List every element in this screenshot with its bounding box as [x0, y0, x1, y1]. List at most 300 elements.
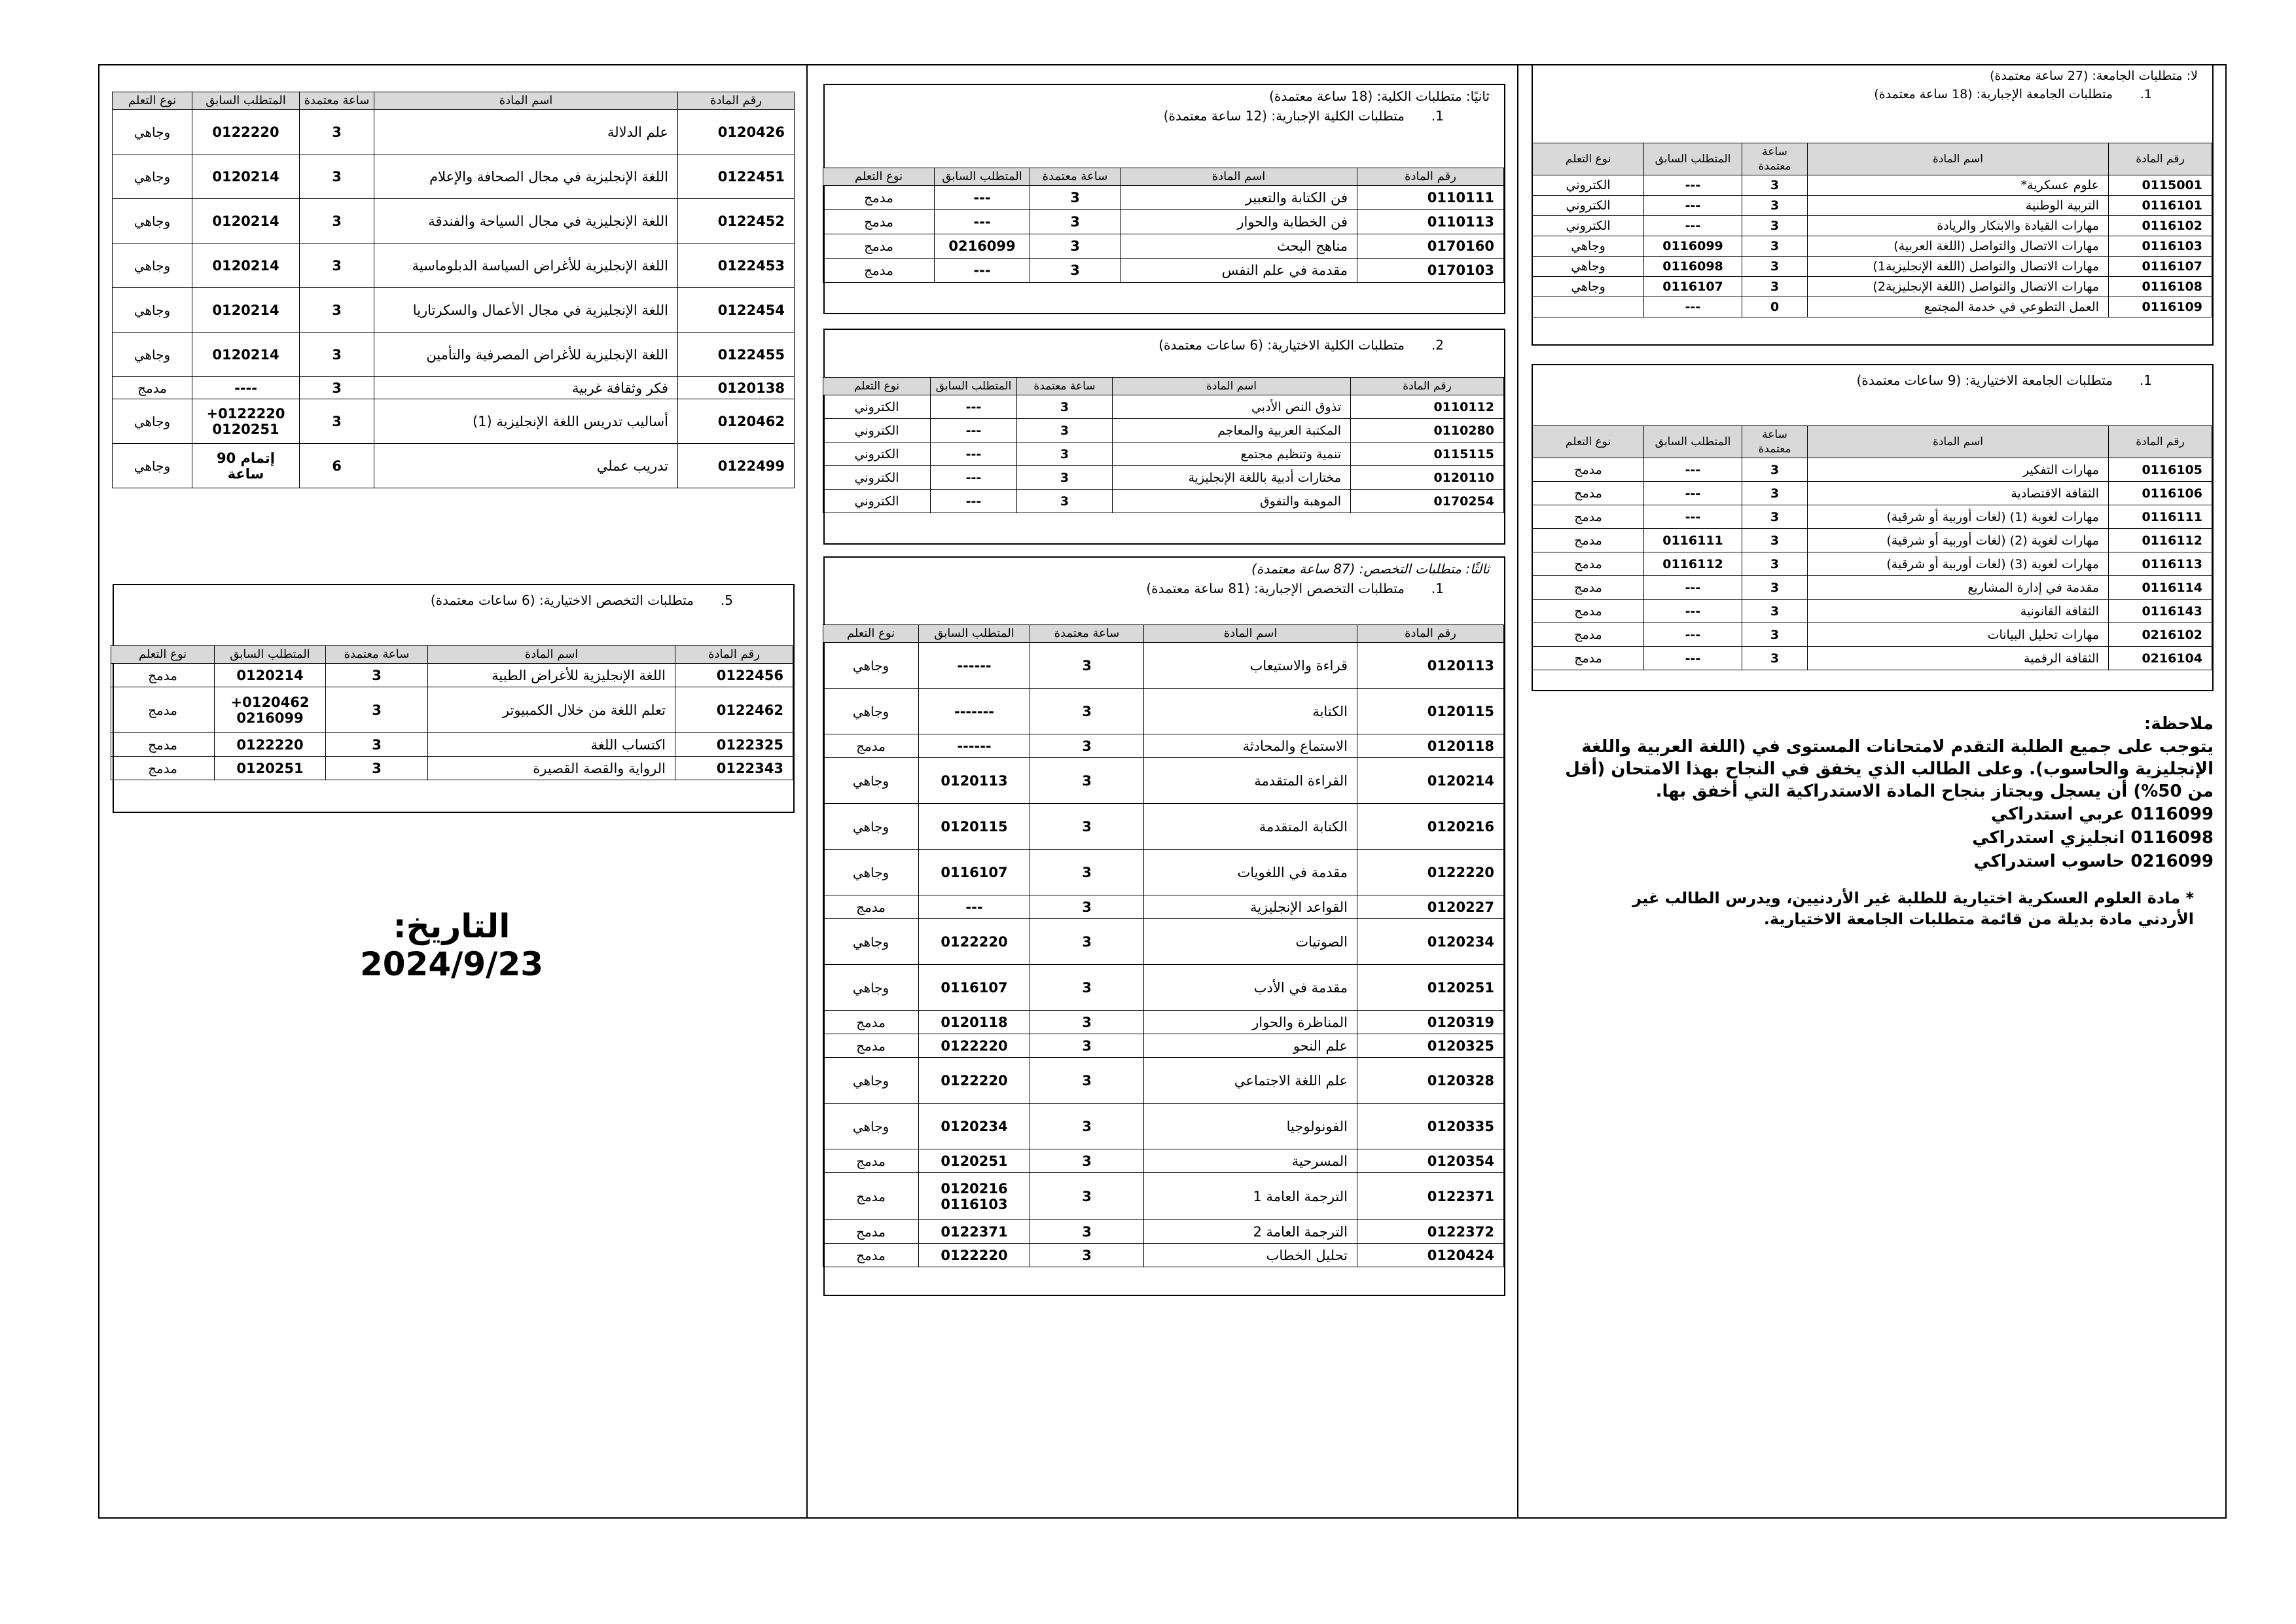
course-code: 0122454 — [678, 288, 795, 333]
column-divider — [1517, 64, 1518, 1519]
table-body — [1533, 175, 2212, 317]
course-name: الكتابة المتقدمة — [1144, 804, 1357, 850]
course-code: 0216104 — [2109, 647, 2212, 670]
table-row — [111, 664, 793, 687]
section-number: 1. — [2140, 87, 2152, 101]
learning-mode: مدمج — [1533, 623, 1644, 647]
prerequisite: 0120251 — [919, 1149, 1030, 1173]
prerequisite: 0122220 — [919, 1058, 1030, 1104]
prerequisite: --- — [935, 259, 1030, 283]
course-name: القواعد الإنجليزية — [1144, 895, 1357, 919]
table-row — [823, 186, 1504, 210]
credit-hours: 3 — [1030, 643, 1144, 689]
learning-mode: وجاهي — [823, 919, 919, 965]
course-name: علم النحو — [1144, 1034, 1357, 1058]
course-code: 0122451 — [678, 154, 795, 199]
learning-mode: وجاهي — [1533, 236, 1644, 257]
course-name: الثقافة الاقتصادية — [1808, 482, 2109, 505]
course-name: فكر وثقافة غربية — [374, 377, 678, 399]
credit-hours: 3 — [1742, 216, 1808, 236]
table-row — [1533, 647, 2212, 670]
credit-hours: 3 — [1030, 804, 1144, 850]
learning-mode: مدمج — [823, 1220, 919, 1244]
table-body — [823, 395, 1504, 513]
learning-mode: مدمج — [1533, 647, 1644, 670]
course-code: 0122462 — [675, 687, 793, 733]
learning-mode: مدمج — [823, 1034, 919, 1058]
course-code: 0116111 — [2109, 505, 2212, 529]
course-code: 0120214 — [1357, 758, 1504, 804]
learning-mode: وجاهي — [823, 758, 919, 804]
course-code: 0120227 — [1357, 895, 1504, 919]
faculty-elective-title: متطلبات الكلية الاختيارية: (6 ساعات معتمدة) — [1158, 337, 1405, 353]
section-number: 2. — [1431, 337, 1444, 353]
column-header: ساعة معتمدة — [300, 92, 374, 110]
learning-mode: مدمج — [1533, 600, 1644, 623]
table-row — [823, 850, 1504, 895]
credit-hours: 3 — [326, 757, 428, 780]
learning-mode: مدمج — [1533, 482, 1644, 505]
prerequisite: --- — [1644, 647, 1742, 670]
learning-mode: مدمج — [823, 734, 919, 758]
learning-mode: وجاهي — [113, 444, 192, 488]
column-header: المتطلب السابق — [215, 646, 326, 664]
table-row — [113, 288, 795, 333]
course-name: اللغة الإنجليزية للأغراض الطبية — [428, 664, 675, 687]
course-code: 0116108 — [2109, 277, 2212, 297]
credit-hours: 3 — [326, 664, 428, 687]
section-number: 1. — [1431, 108, 1444, 124]
credit-hours: 3 — [1742, 236, 1808, 257]
course-name: الموهبة والتفوق — [1113, 490, 1351, 513]
column-header: ساعة معتمدة — [1742, 426, 1808, 458]
learning-mode: وجاهي — [113, 199, 192, 244]
credit-hours: 3 — [1742, 482, 1808, 505]
course-name: مهارات الاتصال والتواصل (اللغة العربية) — [1808, 236, 2109, 257]
column-header: ساعة معتمدة — [1030, 625, 1144, 643]
learning-mode: مدمج — [1533, 505, 1644, 529]
column-header: نوع التعلم — [1533, 426, 1644, 458]
table-row — [113, 399, 795, 444]
table-row — [823, 1149, 1504, 1173]
major-elective-title: متطلبات التخصص الاختيارية: (6 ساعات معتمدة) — [430, 592, 694, 608]
course-code: 0120115 — [1357, 689, 1504, 734]
column-header: اسم المادة — [1113, 378, 1351, 395]
column-header: ساعة معتمدة — [1017, 378, 1113, 395]
course-name: مقدمة في إدارة المشاريع — [1808, 576, 2109, 600]
table-row — [111, 687, 793, 733]
prerequisite: 0122220+ 0120251 — [192, 399, 300, 444]
course-code: 0110113 — [1357, 210, 1504, 234]
column-header: المتطلب السابق — [935, 168, 1030, 186]
learning-mode: وجاهي — [1533, 257, 1644, 277]
learning-mode: مدمج — [111, 757, 215, 780]
credit-hours: 3 — [1017, 466, 1113, 490]
prerequisite: 0120214 — [192, 199, 300, 244]
prerequisite: ------ — [919, 734, 1030, 758]
course-name: مهارات لغوية (2) (لغات أوربية أو شرقية) — [1808, 529, 2109, 552]
course-code: 0120424 — [1357, 1244, 1504, 1267]
prerequisite: 0120214 — [192, 244, 300, 288]
column-header: المتطلب السابق — [1644, 143, 1742, 175]
credit-hours: 3 — [1030, 895, 1144, 919]
table-row — [823, 758, 1504, 804]
table-body — [113, 110, 795, 488]
faculty-mandatory-section — [823, 84, 1505, 314]
credit-hours: 3 — [300, 377, 374, 399]
learning-mode: وجاهي — [823, 965, 919, 1011]
learning-mode: وجاهي — [823, 804, 919, 850]
table-row — [1533, 175, 2212, 196]
column-header: اسم المادة — [428, 646, 675, 664]
prerequisite: 0120234 — [919, 1104, 1030, 1149]
column-header: رقم المادة — [1351, 378, 1504, 395]
prerequisite: إتمام 90 ساعة — [192, 444, 300, 488]
credit-hours: 3 — [1030, 1104, 1144, 1149]
course-code: 0120113 — [1357, 643, 1504, 689]
table-row — [823, 804, 1504, 850]
course-name: تعلم اللغة من خلال الكمبيوتر — [428, 687, 675, 733]
table-row — [1533, 505, 2212, 529]
header-row — [823, 625, 1504, 643]
prerequisite: --- — [1644, 196, 1742, 216]
course-code: 0120138 — [678, 377, 795, 399]
table-row — [823, 1034, 1504, 1058]
course-name: مهارات الاتصال والتواصل (اللغة الإنجليزية2) — [1808, 277, 2109, 297]
university-elective-table — [1532, 425, 2212, 670]
course-code: 0110280 — [1351, 419, 1504, 442]
course-code: 0116103 — [2109, 236, 2212, 257]
course-name: الترجمة العامة 1 — [1144, 1173, 1357, 1220]
prerequisite: 0122371 — [919, 1220, 1030, 1244]
column-header: رقم المادة — [2109, 143, 2212, 175]
table-row — [1533, 196, 2212, 216]
learning-mode: مدمج — [111, 733, 215, 757]
credit-hours: 3 — [1030, 850, 1144, 895]
course-code: 0116106 — [2109, 482, 2212, 505]
column-header: اسم المادة — [1121, 168, 1357, 186]
course-name: الكتابة — [1144, 689, 1357, 734]
prerequisite: ------- — [919, 689, 1030, 734]
table-header — [1533, 143, 2212, 175]
prerequisite: 0120115 — [919, 804, 1030, 850]
learning-mode: الكتروني — [1533, 196, 1644, 216]
faculty-title: ثانيًا: متطلبات الكلية: (18 ساعة معتمدة) — [1269, 88, 1490, 104]
table-row — [823, 1220, 1504, 1244]
table-row — [823, 643, 1504, 689]
table-row — [823, 1244, 1504, 1267]
prerequisite: --- — [935, 186, 1030, 210]
prerequisite: 0120214 — [215, 664, 326, 687]
learning-mode: مدمج — [1533, 529, 1644, 552]
credit-hours: 3 — [300, 399, 374, 444]
course-code: 0116105 — [2109, 458, 2212, 482]
course-code: 0116107 — [2109, 257, 2212, 277]
prerequisite: 0116111 — [1644, 529, 1742, 552]
prerequisite: --- — [1644, 600, 1742, 623]
course-name: مقدمة في اللغويات — [1144, 850, 1357, 895]
credit-hours: 3 — [1742, 196, 1808, 216]
prerequisite: 0122220 — [192, 110, 300, 154]
course-code: 0116113 — [2109, 552, 2212, 576]
major-title: ثالثًا: متطلبات التخصص: (87 ساعة معتمدة) — [1251, 561, 1490, 577]
table-row — [113, 154, 795, 199]
section-number: 1. — [1431, 581, 1444, 596]
major-elective-table — [111, 645, 793, 780]
university-mandatory-section — [1532, 64, 2214, 346]
course-code: 0120462 — [678, 399, 795, 444]
course-code: 0170160 — [1357, 234, 1504, 259]
course-code: 0122452 — [678, 199, 795, 244]
header-row — [111, 646, 793, 664]
prerequisite: 0216099 — [935, 234, 1030, 259]
column-header: ساعة معتمدة — [1742, 143, 1808, 175]
table-body — [111, 664, 793, 780]
column-header: اسم المادة — [1808, 426, 2109, 458]
course-name: علوم عسكرية* — [1808, 175, 2109, 196]
prerequisite: --- — [935, 210, 1030, 234]
course-name: قراءة والاستيعاب — [1144, 643, 1357, 689]
prerequisite: 0120113 — [919, 758, 1030, 804]
prerequisite: 0116107 — [919, 965, 1030, 1011]
table-row — [111, 733, 793, 757]
header-row — [823, 168, 1504, 186]
course-code: 0122372 — [1357, 1220, 1504, 1244]
credit-hours: 3 — [1742, 175, 1808, 196]
prerequisite: 0120216 0116103 — [919, 1173, 1030, 1220]
column-header: اسم المادة — [374, 92, 678, 110]
course-name: تدريب عملي — [374, 444, 678, 488]
course-name: اللغة الإنجليزية للأغراض المصرفية والتأمين — [374, 333, 678, 377]
course-code: 0170254 — [1351, 490, 1504, 513]
column-header: رقم المادة — [2109, 426, 2212, 458]
course-code: 0170103 — [1357, 259, 1504, 283]
credit-hours: 3 — [300, 288, 374, 333]
table-row — [1533, 623, 2212, 647]
course-name: أساليب تدريس اللغة الإنجليزية (1) — [374, 399, 678, 444]
learning-mode: مدمج — [1533, 458, 1644, 482]
credit-hours: 3 — [1742, 552, 1808, 576]
learning-mode: الكتروني — [1533, 175, 1644, 196]
credit-hours: 3 — [1030, 919, 1144, 965]
learning-mode: مدمج — [113, 377, 192, 399]
major-mandatory-table — [823, 624, 1504, 1267]
course-name: مهارات تحليل البيانات — [1808, 623, 2109, 647]
course-code: 0120319 — [1357, 1011, 1504, 1034]
course-name: الفونولوجيا — [1144, 1104, 1357, 1149]
column-header: رقم المادة — [675, 646, 793, 664]
credit-hours: 3 — [1742, 505, 1808, 529]
course-code: 0115115 — [1351, 442, 1504, 466]
table-row — [823, 895, 1504, 919]
column-header: المتطلب السابق — [1644, 426, 1742, 458]
table-row — [113, 110, 795, 154]
learning-mode: وجاهي — [823, 1058, 919, 1104]
prerequisite: ---- — [192, 377, 300, 399]
learning-mode: وجاهي — [113, 244, 192, 288]
column-header: رقم المادة — [1357, 625, 1504, 643]
university-mandatory-table — [1532, 143, 2212, 317]
learning-mode: مدمج — [1533, 552, 1644, 576]
credit-hours: 3 — [300, 199, 374, 244]
prerequisite: 0120251 — [215, 757, 326, 780]
table-row — [1533, 257, 2212, 277]
major-elective-section — [113, 584, 795, 813]
prerequisite: 0122220 — [919, 919, 1030, 965]
learning-mode: مدمج — [823, 1173, 919, 1220]
table-row — [113, 333, 795, 377]
course-code: 0122455 — [678, 333, 795, 377]
prerequisite: --- — [1644, 458, 1742, 482]
credit-hours: 3 — [1030, 234, 1121, 259]
table-header — [113, 92, 795, 110]
prerequisite: --- — [1644, 576, 1742, 600]
table-row — [823, 234, 1504, 259]
course-name: مهارات التفكير — [1808, 458, 2109, 482]
prerequisite: 0116112 — [1644, 552, 1742, 576]
major-continued-section — [113, 92, 795, 537]
table-body — [1533, 458, 2212, 670]
major-mandatory-title: متطلبات التخصص الإجبارية: (81 ساعة معتمدة) — [1146, 581, 1405, 596]
course-name: اللغة الإنجليزية في مجال السياحة والفندقة — [374, 199, 678, 244]
column-header: ساعة معتمدة — [1030, 168, 1121, 186]
course-name: المسرحية — [1144, 1149, 1357, 1173]
table-row — [111, 757, 793, 780]
document-date: التاريخ: 2024/9/23 — [359, 907, 544, 983]
learning-mode: الكتروني — [823, 395, 931, 419]
header-row — [1533, 143, 2212, 175]
column-header: المتطلب السابق — [919, 625, 1030, 643]
course-code: 0120354 — [1357, 1149, 1504, 1173]
table-header — [1533, 426, 2212, 458]
learning-mode: مدمج — [823, 210, 935, 234]
column-header: نوع التعلم — [113, 92, 192, 110]
column-header: اسم المادة — [1808, 143, 2109, 175]
table-row — [1533, 458, 2212, 482]
notes-block — [1551, 712, 2214, 929]
course-code: 0122371 — [1357, 1173, 1504, 1220]
prerequisite: --- — [931, 395, 1017, 419]
course-name: اللغة الإنجليزية في مجال الصحافة والإعلام — [374, 154, 678, 199]
column-header: رقم المادة — [1357, 168, 1504, 186]
table-row — [823, 734, 1504, 758]
course-name: مهارات الاتصال والتواصل (اللغة الإنجليزية1) — [1808, 257, 2109, 277]
credit-hours: 3 — [1030, 1011, 1144, 1034]
credit-hours: 3 — [1742, 529, 1808, 552]
course-code: 0122499 — [678, 444, 795, 488]
prerequisite: 0116107 — [1644, 277, 1742, 297]
table-row — [823, 1011, 1504, 1034]
university-mandatory-title: متطلبات الجامعة الإجبارية: (18 ساعة معتمدة) — [1874, 87, 2113, 101]
course-code: 0120426 — [678, 110, 795, 154]
credit-hours: 3 — [1030, 1058, 1144, 1104]
column-header: نوع التعلم — [823, 625, 919, 643]
credit-hours: 3 — [1742, 257, 1808, 277]
learning-mode: مدمج — [111, 664, 215, 687]
prerequisite: --- — [919, 895, 1030, 919]
course-code: 0116102 — [2109, 216, 2212, 236]
course-code: 0116143 — [2109, 600, 2212, 623]
credit-hours: 6 — [300, 444, 374, 488]
course-name: الصوتيات — [1144, 919, 1357, 965]
credit-hours: 3 — [1030, 758, 1144, 804]
prerequisite: 0120462+ 0216099 — [215, 687, 326, 733]
learning-mode: وجاهي — [113, 399, 192, 444]
prerequisite: 0120214 — [192, 154, 300, 199]
learning-mode: الكتروني — [823, 419, 931, 442]
course-name: اللغة الإنجليزية في مجال الأعمال والسكرتاريا — [374, 288, 678, 333]
credit-hours: 3 — [326, 733, 428, 757]
course-name: اللغة الإنجليزية للأغراض السياسة الدبلوماسية — [374, 244, 678, 288]
notes-line: 0116099 عربي استدراكي — [1990, 804, 2214, 824]
table-row — [113, 444, 795, 488]
learning-mode: مدمج — [823, 259, 935, 283]
table-row — [1533, 529, 2212, 552]
course-name: اكتساب اللغة — [428, 733, 675, 757]
prerequisite: 0122220 — [215, 733, 326, 757]
credit-hours: 3 — [1030, 210, 1121, 234]
credit-hours: 3 — [1030, 1149, 1144, 1173]
course-code: 0116109 — [2109, 297, 2212, 317]
credit-hours: 3 — [1030, 734, 1144, 758]
prerequisite: 0120214 — [192, 333, 300, 377]
course-code: 0116114 — [2109, 576, 2212, 600]
course-code: 0116101 — [2109, 196, 2212, 216]
credit-hours: 3 — [1017, 395, 1113, 419]
credit-hours: 3 — [1030, 1220, 1144, 1244]
section-number: 5. — [720, 592, 733, 608]
prerequisite: 0116107 — [919, 850, 1030, 895]
table-row — [823, 1058, 1504, 1104]
course-code: 0122325 — [675, 733, 793, 757]
course-code: 0116112 — [2109, 529, 2212, 552]
column-header: ساعة معتمدة — [326, 646, 428, 664]
table-row — [823, 259, 1504, 283]
course-code: 0122343 — [675, 757, 793, 780]
prerequisite: --- — [1644, 297, 1742, 317]
credit-hours: 3 — [300, 154, 374, 199]
prerequisite: --- — [1644, 175, 1742, 196]
notes-paragraph: يتوجب على جميع الطلبة التقدم لامتحانات المستوى في (اللغة العربية واللغة الإنجليزية والحاسوب). وعلى الطالب الذي يخفق في النجاح بهذا الامتحان (أقل من 50%) أن يسجل ويجتاز بنجاح المادة الاستدراكية التي أخفق بها. — [1565, 737, 2214, 801]
learning-mode: مدمج — [823, 1244, 919, 1267]
university-elective-section — [1532, 364, 2214, 691]
prerequisite: --- — [1644, 623, 1742, 647]
credit-hours: 3 — [1030, 1244, 1144, 1267]
learning-mode: وجاهي — [113, 154, 192, 199]
table-row — [1533, 482, 2212, 505]
course-code: 0120234 — [1357, 919, 1504, 965]
course-name: فن الكتابة والتعبير — [1121, 186, 1357, 210]
learning-mode: وجاهي — [823, 850, 919, 895]
learning-mode: وجاهي — [823, 643, 919, 689]
learning-mode — [1533, 297, 1644, 317]
learning-mode: الكتروني — [823, 466, 931, 490]
table-row — [823, 210, 1504, 234]
table-row — [1533, 600, 2212, 623]
course-name: مختارات أدبية باللغة الإنجليزية — [1113, 466, 1351, 490]
table-body — [823, 643, 1504, 1267]
course-name: الرواية والقصة القصيرة — [428, 757, 675, 780]
course-name: الاستماع والمحادثة — [1144, 734, 1357, 758]
notes-footnote: * مادة العلوم العسكرية اختيارية للطلبة غير الأردنيين، ويدرس الطالب غير الأردني مادة بديلة من قائمة متطلبات الجامعة الاختيارية. — [1632, 889, 2194, 928]
learning-mode: مدمج — [823, 234, 935, 259]
credit-hours: 3 — [300, 110, 374, 154]
course-name: مقدمة في علم النفس — [1121, 259, 1357, 283]
faculty-mandatory-table — [823, 168, 1504, 283]
column-header: المتطلب السابق — [931, 378, 1017, 395]
table-row — [823, 419, 1504, 442]
course-code: 0120110 — [1351, 466, 1504, 490]
